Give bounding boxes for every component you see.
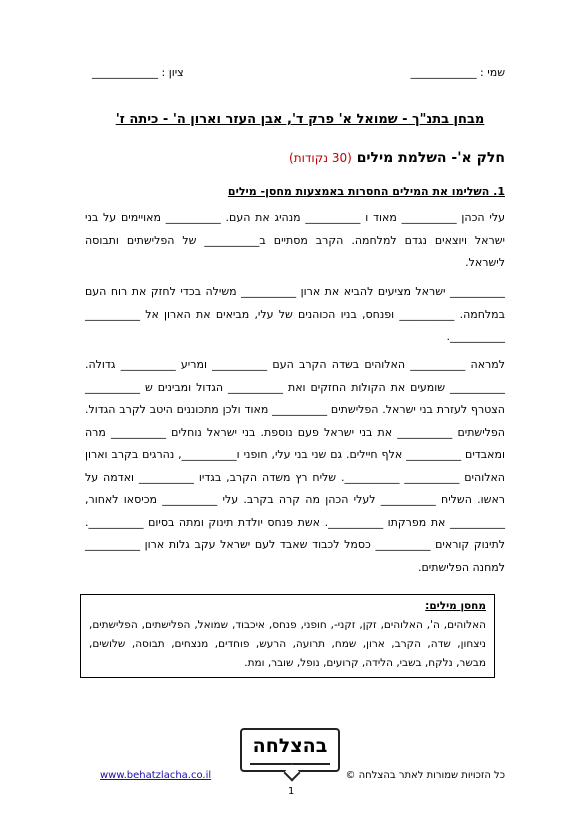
question-instruction: 1. השלימו את המילים החסרות באמצעות מחסן- מילים (227, 185, 505, 198)
paragraph-3: למראה __________ האלוהים בשדה הקרב העם __________ ומריע __________ גדולה. __________ שומעים את הקולות החזקים ואת __________ הגדול ומבינים ש __________ הצטרף לעזרת בני ישראל. הפלישתים __________ מאוד ולכן מתכוננים היטב לקרב הגדול. הפלישתים __________ את בני ישראל פעם נוספת. בני ישראל נוחלים __________ מרה ומאבדים __________ אלף חיילים. גם שני בני עלי, חופני ו__________, נהרגים בקרב וארון האלוהים __________ __________. שליח רץ משדה הקרב, בגדיו __________ ואדמה על ראשו. השליח __________ לעלי הכהן מה קרה בקרב. עלי __________ מכיסאו לאחור, __________ את מפרקתו __________. אשת פנחס יולדת תינוק ומתה בסיום __________. לתינוק קוראים __________ כסמל לכבוד שאבד לעם ישראל עקב גלות ארון __________ למחנה הפלישתים. (85, 358, 505, 574)
word-bank-words: האלוהים, ה', האלוהים, זקן, זקני-, חופני, פנחס, איכבוד, שמואל, הפלישתים, הפלישתים, ניצחון, שדה, הקרב, ארון, שמח, תרועה, הרעש, פוחדים, מנצחים, תבוסה, שלושים, מבשר, נלקח, בשבי, הלידה, קרועים, נופל, שובר, ומת. (89, 619, 486, 669)
logo-text: בהצלחה (252, 735, 328, 757)
student-name-field: שמי : ____________ (410, 66, 505, 79)
site-logo (240, 728, 340, 772)
paragraph-1: עלי הכהן __________ מאוד ו __________ מנהיג את העם. __________ מאויימים על בני ישראל ויוצאים נגדם למלחמה. הקרב מסתיים ב__________ של הפלישתים ותבוסה לישראל. (85, 211, 505, 269)
word-bank-box (80, 594, 495, 678)
copyright-text: כל הזכויות שמורות לאתר בהצלחה © (345, 770, 505, 781)
word-bank-title: מחסן מילים: (425, 600, 486, 612)
section-points: (30 נקודות) (289, 151, 352, 165)
grade-field: ציון : ____________ (92, 66, 184, 79)
page-title: מבחן בתנ"ך - שמואל א' פרק ד', אבן העזר וארון ה' - כיתה ז' (115, 112, 485, 127)
paragraph-2: __________ ישראל מציעים להביא את ארון __________ משילה בכדי לחזק את רוח העם במלחמה. __________ ופנחס, בניו הכוהנים של עלי, מביאים את הארון אל __________ __________. (85, 285, 505, 343)
site-link[interactable]: www.behatzlacha.co.il (100, 770, 212, 781)
section-heading (289, 150, 505, 166)
section-title: חלק א'- השלמת מילים (356, 150, 505, 166)
logo-pointer-icon (284, 765, 301, 782)
page-number: 1 (288, 786, 295, 797)
